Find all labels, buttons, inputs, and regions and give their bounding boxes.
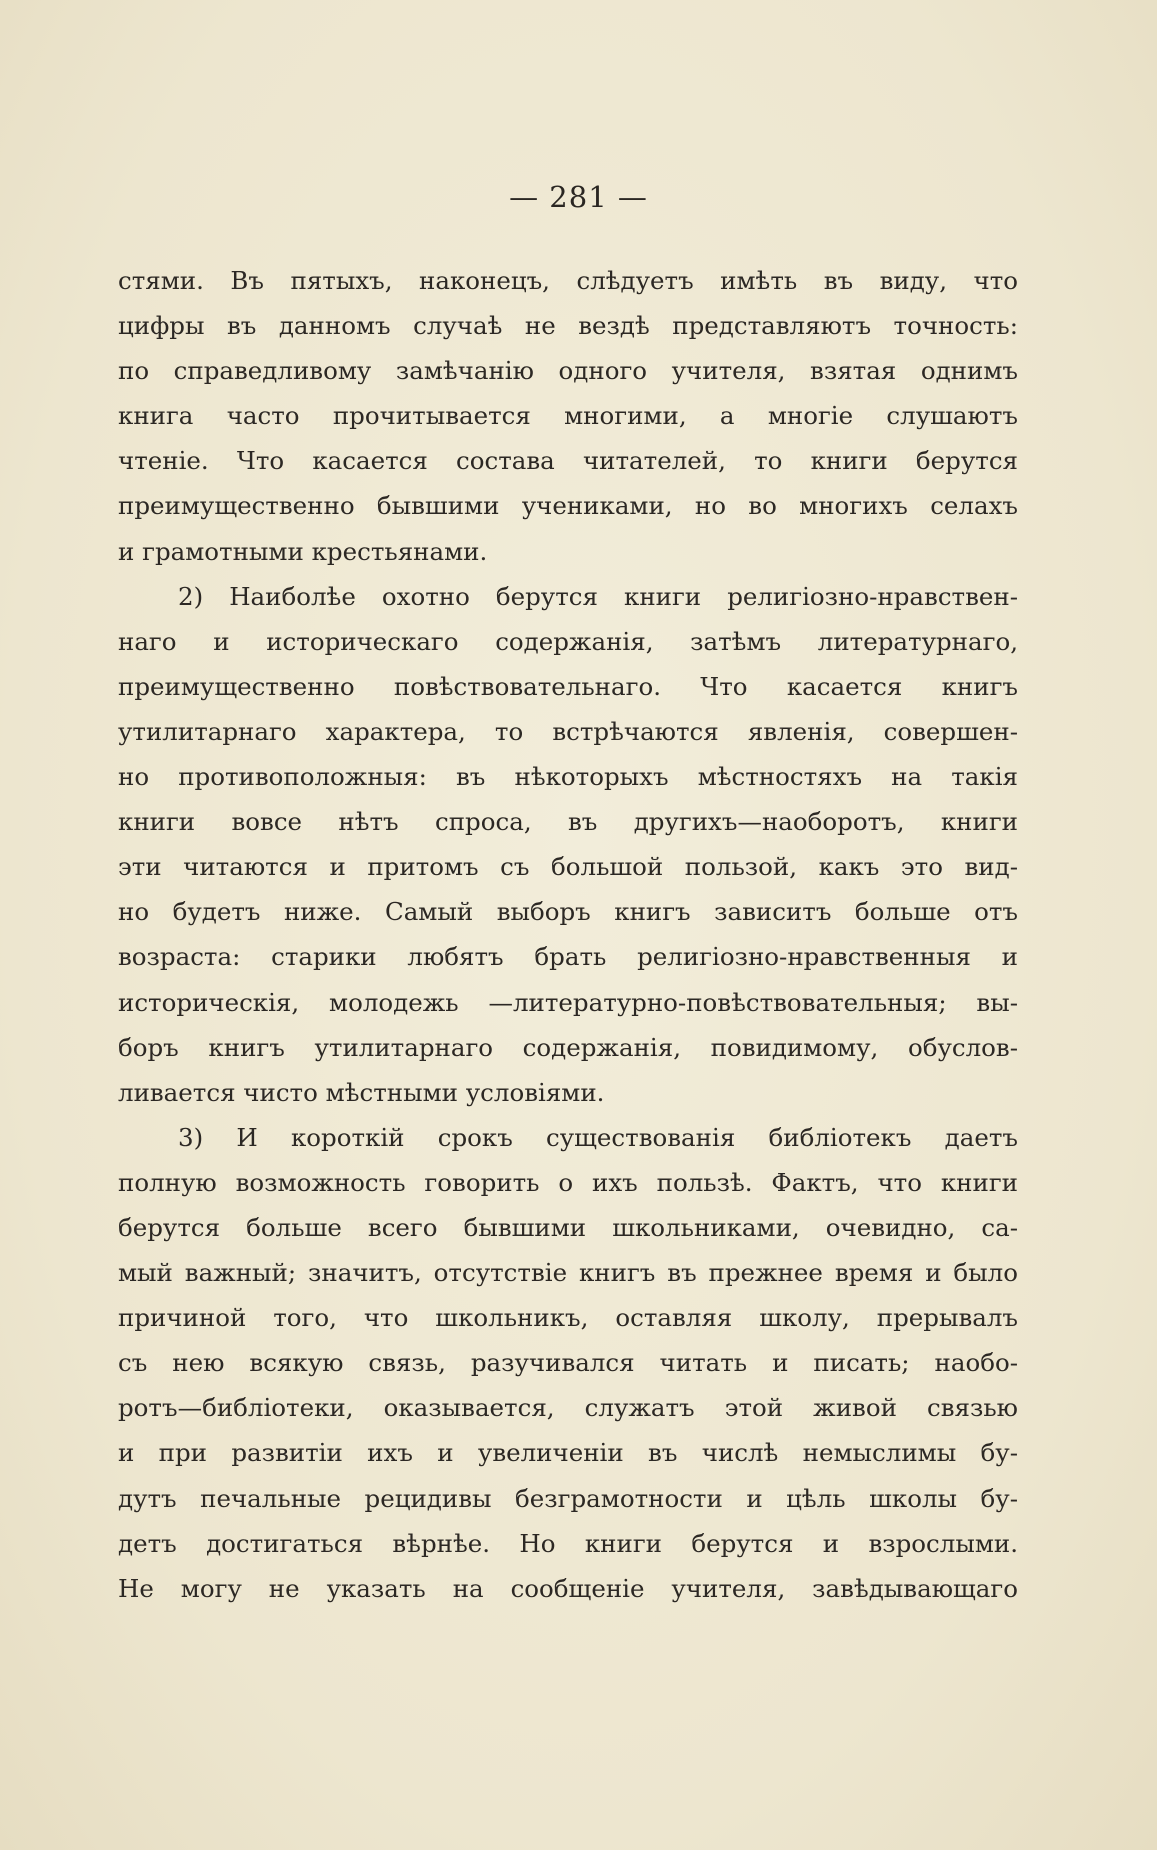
text-line: берутся больше всего бывшими школьниками, очевидно, са-	[118, 1212, 1018, 1242]
text-line: преимущественно бывшими учениками, но во многихъ селахъ	[118, 491, 1018, 521]
text-line: но противоположныя: въ нѣкоторыхъ мѣстностяхъ на такія	[118, 762, 1018, 792]
text-line: причиной того, что школьникъ, оставляя школу, прерывалъ	[118, 1303, 1018, 1333]
text-line: возраста: старики любятъ брать религіозно-нравственныя и	[118, 942, 1018, 972]
text-line: наго и историческаго содержанія, затѣмъ литературнаго,	[118, 626, 1018, 656]
text-line: 3) И короткій срокъ существованія библіотекъ даетъ	[178, 1122, 1018, 1152]
text-line: эти читаются и притомъ съ большой пользой, какъ это вид-	[118, 852, 1018, 882]
text-line: но будетъ ниже. Самый выборъ книгъ зависитъ больше отъ	[118, 897, 1018, 927]
text-line: 2) Наиболѣе охотно берутся книги религіозно-нравствен-	[178, 581, 1018, 611]
text-line: съ нею всякую связь, разучивался читать и писать; наобо-	[118, 1348, 1018, 1378]
page-number: — 281 —	[509, 180, 648, 214]
text-line: полную возможность говорить о ихъ пользѣ. Фактъ, что книги	[118, 1167, 1018, 1197]
text-line: преимущественно повѣствовательнаго. Что касается книгъ	[118, 671, 1018, 701]
text-line: по справедливому замѣчанію одного учителя, взятая однимъ	[118, 356, 1018, 386]
text-line: ротъ—библіотеки, оказывается, служатъ этой живой связью	[118, 1393, 1018, 1423]
text-line: книга часто прочитывается многими, а многіе слушаютъ	[118, 401, 1018, 431]
paragraph-end-line: ливается чисто мѣстными условіями.	[118, 1077, 605, 1107]
text-line: историческія, молодежь —литературно-повѣствовательныя; вы-	[118, 987, 1018, 1017]
text-line: стями. Въ пятыхъ, наконецъ, слѣдуетъ имѣть въ виду, что	[118, 266, 1018, 295]
text-line: цифры въ данномъ случаѣ не вездѣ представляютъ точность:	[118, 311, 1018, 341]
text-line: дутъ печальные рецидивы безграмотности и цѣль школы бу-	[118, 1483, 1018, 1513]
text-line: утилитарнаго характера, то встрѣчаются явленія, совершен-	[118, 716, 1018, 746]
body-text	[118, 258, 1018, 1611]
text-line: и при развитіи ихъ и увеличеніи въ числѣ немыслимы бу-	[118, 1438, 1018, 1468]
text-line: Не могу не указать на сообщеніе учителя, завѣдывающаго	[118, 1573, 1018, 1603]
text-line: детъ достигаться вѣрнѣе. Но книги берутся и взрослыми.	[118, 1528, 1018, 1558]
text-line: мый важный; значитъ, отсутствіе книгъ въ прежнее время и было	[118, 1258, 1018, 1288]
paragraph-end-line: и грамотными крестьянами.	[118, 536, 488, 566]
text-line: боръ книгъ утилитарнаго содержанія, повидимому, обуслов-	[118, 1032, 1018, 1062]
text-line: книги вовсе нѣтъ спроса, въ другихъ—наоборотъ, книги	[118, 807, 1018, 837]
text-line: чтеніе. Что касается состава читателей, то книги берутся	[118, 446, 1018, 476]
